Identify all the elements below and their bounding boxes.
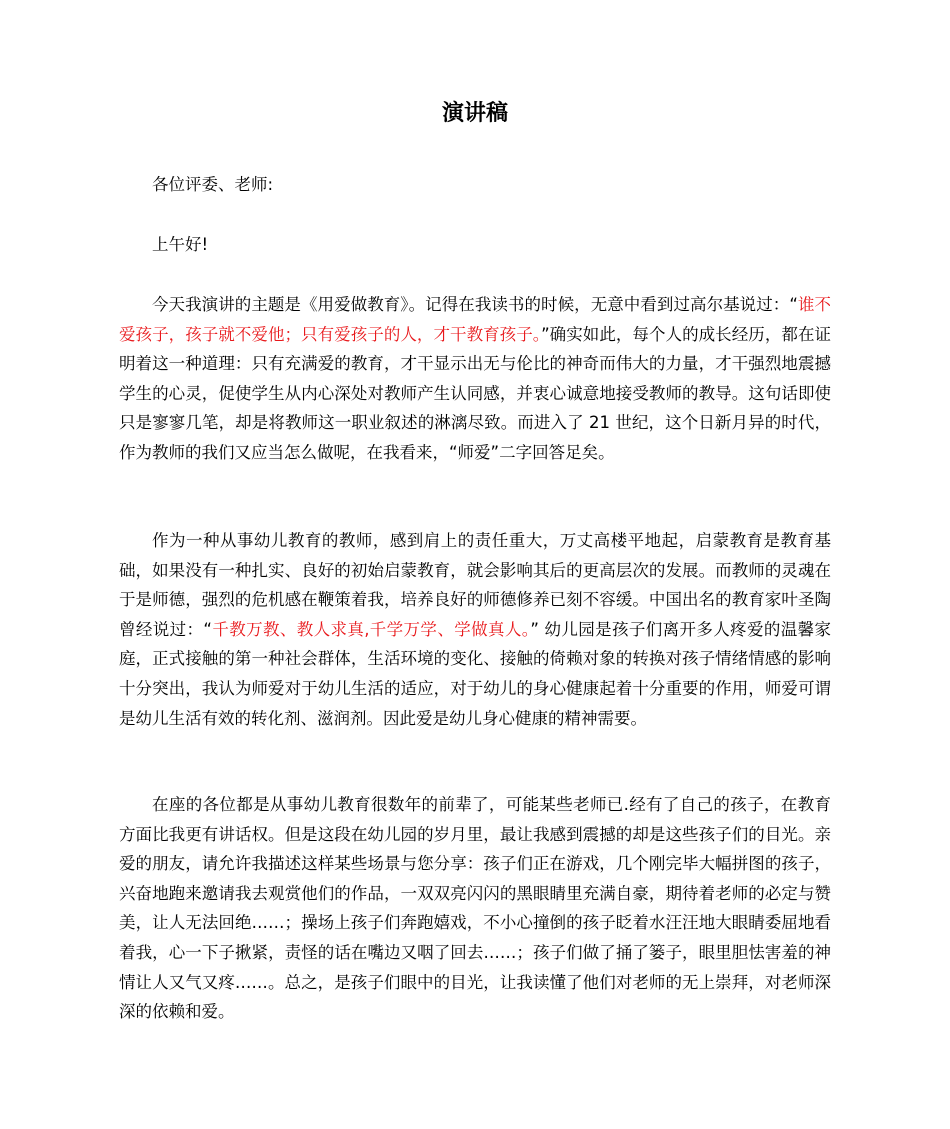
paragraph-2-text-a: 作为一种从事幼儿教育的教师，感到肩上的责任重大，万丈高楼平地起，启蒙教育是教育基础，如果没有一种扎实、良好的初始启蒙教育，就会影响其后的更高层次的发展。而教师的灵魂在于是师德，强烈的危机感在鞭策着我，培养良好的师德修养已刻不容缓。中国出名的教育家叶圣陶曾经说过：“ [119, 531, 831, 639]
gorky-quote: 谁不爱孩子，孩子就不爱他；只有爱孩子的人，才干教育孩子。 [119, 295, 831, 344]
paragraph-2-text-b: ” 幼儿园是孩子们离开多人疼爱的温馨家庭，正式接触的第一种社会群体，生活环境的变化、接触的倚赖对象的转换对孩子情绪情感的影响十分突出，我认为师爱对于幼儿生活的适应，对于幼儿的身心健康起着十分重要的作用，师爱可谓是幼儿生活有效的转化剂、滋润剂。因此爱是幼儿身心健康的精神需要。 [119, 619, 832, 728]
greeting: 上午好! [152, 235, 209, 254]
paragraph-1-text-a: 今天我演讲的主题是《用爱做教育》。记得在我读书的时候，无意中看到过高尔基说过：“ [152, 295, 798, 314]
paragraph-1-text-b: ”确实如此，每个人的成长经历，都在证明着这一种道理：只有充满爱的教育，才干显示出无与伦比的神奇而伟大的力量，才干强烈地震撼学生的心灵，促使学生从内心深处对教师产生认同感，并衷心诚意地接受教师的教导。这句话即使只是寥寥几笔，却是将教师这一职业叙述的淋漓尽致。而进入了 21 世纪，这个日新月异的时代，作为教师的我们又应当怎么做呢，在我看来，“师爱”二字回答足矣。 [119, 324, 831, 462]
salutation: 各位评委、老师: [152, 175, 274, 194]
paragraph-2 [119, 526, 831, 733]
page-title: 演讲稿 [441, 101, 508, 126]
paragraph-3: 在座的各位都是从事幼儿教育很数年的前辈了，可能某些老师已.经有了自己的孩子，在教育方面比我更有讲话权。但是这段在幼儿园的岁月里，最让我感到震撼的却是这些孩子们的目光。亲爱的朋友，请允许我描述这样某些场景与您分享：孩子们正在游戏，几个刚完毕大幅拼图的孩子，兴奋地跑来邀请我去观赏他们的作品，一双双亮闪闪的黑眼睛里充满自豪，期待着老师的必定与赞美，让人无法回绝……；操场上孩子们奔跑嬉戏，不小心撞倒的孩子眨着水汪汪地大眼睛委屈地看着我，心一下子揪紧，责怪的话在嘴边又咽了回去……；孩子们做了捅了篓子，眼里胆怯害羞的神情让人又气又疼……。总之，是孩子们眼中的目光，让我读懂了他们对老师的无上崇拜，对老师深深的依赖和爱。 [119, 795, 831, 1022]
paragraph-1 [119, 290, 831, 468]
ye-shengtao-quote: 千教万教、教人求真,千学万学、学做真人。 [211, 619, 531, 639]
